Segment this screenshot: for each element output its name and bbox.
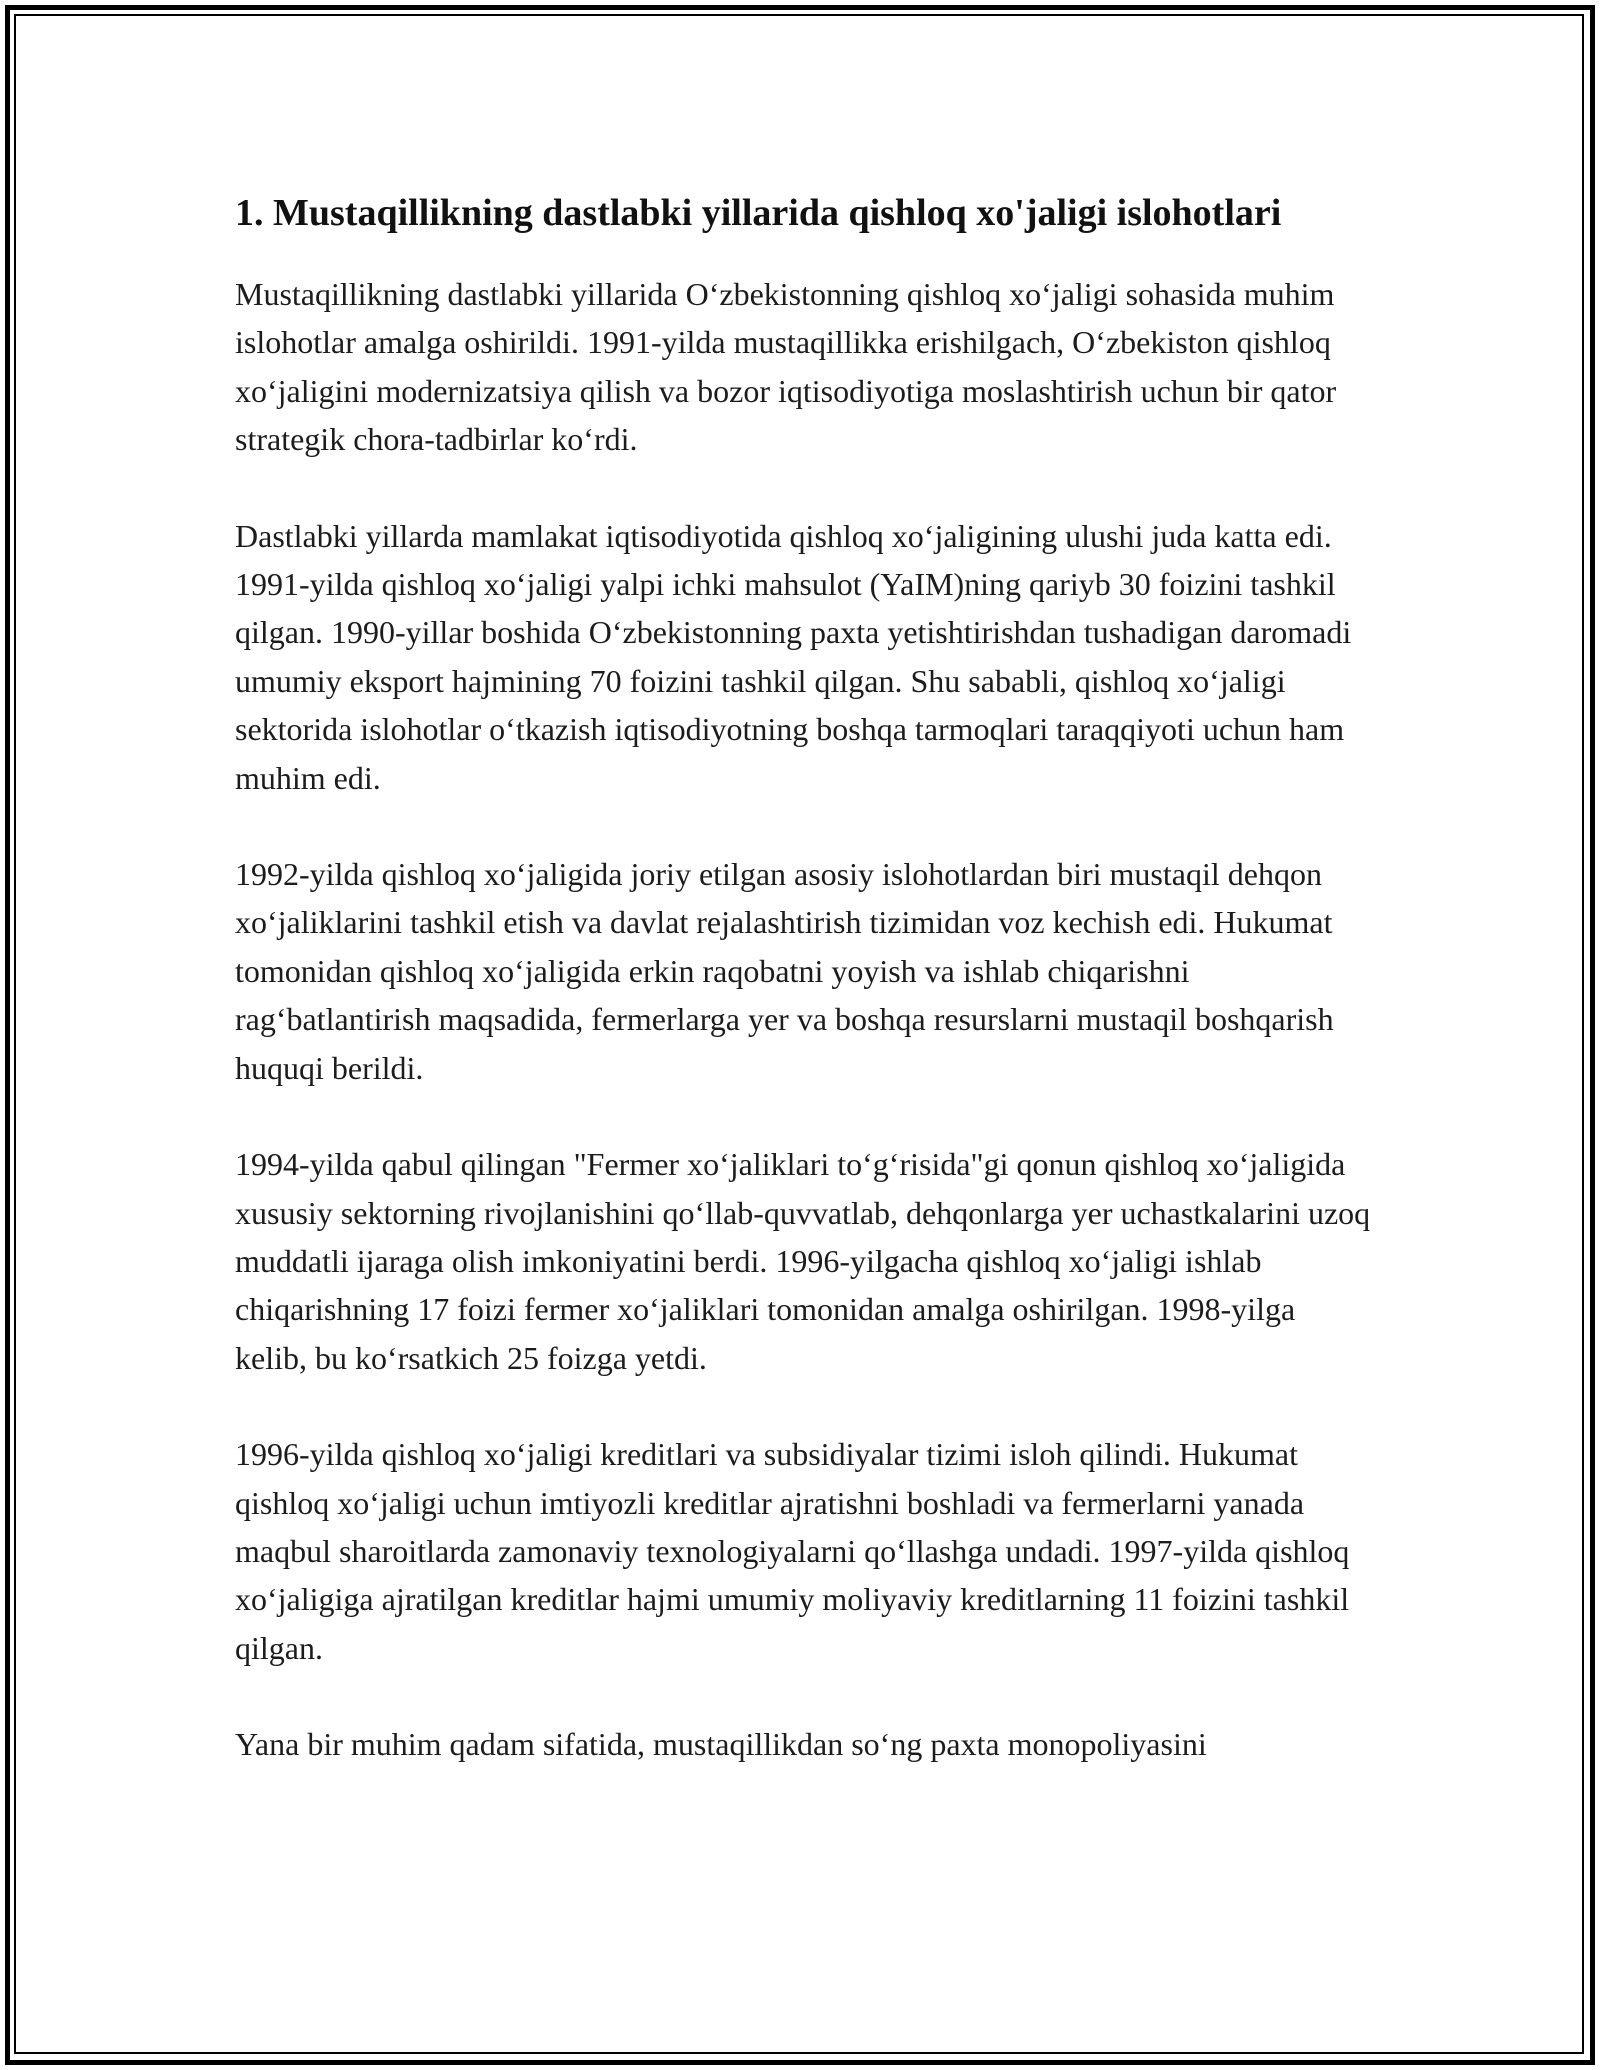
paragraph-4: 1994-yilda qabul qilingan "Fermer xo‘jaliklari to‘g‘risida"gi qonun qishloq xo‘jaligida xususiy sektorning rivojlanishini qo‘llab-quvvatlab, dehqonlarga yer uchastkalarini uzoq muddatli ijaraga olish imkoniyatini berdi. 1996-yilgacha qishloq xo‘jaligi ishlab chiqarishning 17 foizi fermer xo‘jaliklari tomonidan amalga oshirilgan. 1998-yilga kelib, bu ko‘rsatkich 25 foizga yetdi.	[235, 1146, 1371, 1376]
document-body	[235, 186, 1375, 1817]
section-heading: 1. Mustaqillikning dastlabki yillarida qishloq xo'jaligi islohotlari	[235, 192, 1282, 234]
paragraph-5: 1996-yilda qishloq xo‘jaligi kreditlari va subsidiyalar tizimi isloh qilindi. Hukumat qishloq xo‘jaligi uchun imtiyozli kreditlar ajratishni boshladi va fermerlarni yanada maqbul sharoitlarda zamonaviy texnologiyalarni qo‘llashga undadi. 1997-yilda qishloq xo‘jaligiga ajratilgan kreditlar hajmi umumiy moliyaviy kreditlarning 11 foizini tashkil qilgan.	[235, 1436, 1350, 1666]
paragraph-3: 1992-yilda qishloq xo‘jaligida joriy etilgan asosiy islohotlardan biri mustaqil dehqon xo‘jaliklarini tashkil etish va davlat rejalashtirish tizimidan voz kechish edi. Hukumat tomonidan qishloq xo‘jaligida erkin raqobatni yoyish va ishlab chiqarishni rag‘batlantirish maqsadida, fermerlarga yer va boshqa resurslarni mustaqil boshqarish huquqi berildi.	[235, 856, 1334, 1086]
paragraph-1: Mustaqillikning dastlabki yillarida O‘zbekistonning qishloq xo‘jaligi sohasida muhim islohotlar amalga oshirildi. 1991-yilda mustaqillikka erishilgach, O‘zbekiston qishloq xo‘jaligini modernizatsiya qilish va bozor iqtisodiyotiga moslashtirish uchun bir qator strategik chora-tadbirlar ko‘rdi.	[235, 276, 1337, 458]
paragraph-6: Yana bir muhim qadam sifatida, mustaqillikdan so‘ng paxta monopoliyasini	[235, 1726, 1207, 1763]
paragraph-2: Dastlabki yillarda mamlakat iqtisodiyotida qishloq xo‘jaligining ulushi juda katta edi. 1991-yilda qishloq xo‘jaligi yalpi ichki mahsulot (YaIM)ning qariyb 30 foizini tashkil qilgan. 1990-yillar boshida O‘zbekistonning paxta yetishtirishdan tushadigan daromadi umumiy eksport hajmining 70 foizini tashkil qilgan. Shu sababli, qishloq xo‘jaligi sektorida islohotlar o‘tkazish iqtisodiyotning boshqa tarmoqlari taraqqiyoti uchun ham muhim edi.	[235, 517, 1352, 796]
